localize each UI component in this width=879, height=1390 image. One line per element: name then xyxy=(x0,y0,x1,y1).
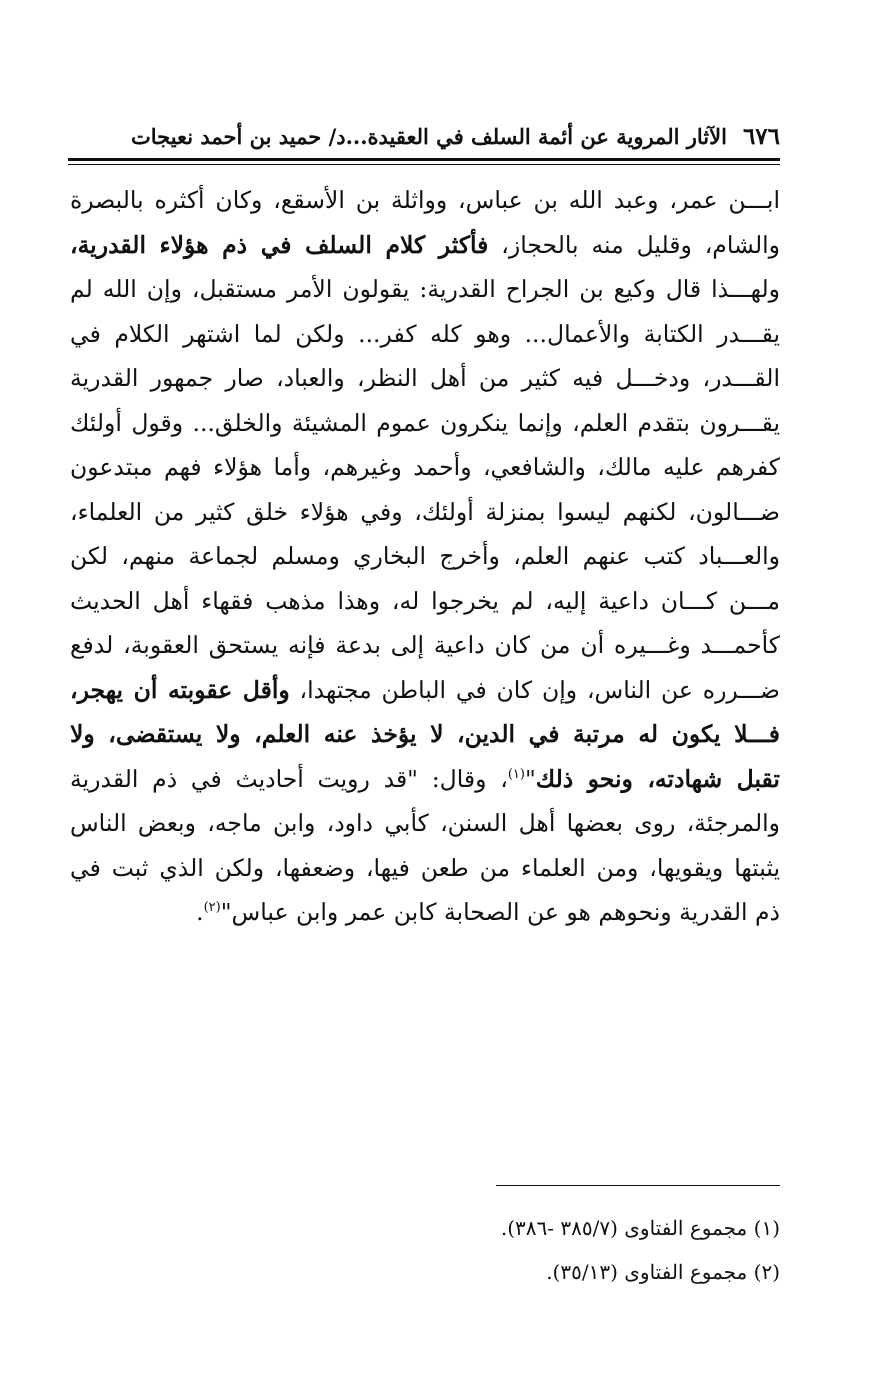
text-run: يقـــرون بتقدم العلم، وإنما ينكرون عموم المشيئة والخلق... وقول أولئك xyxy=(70,408,780,437)
header-rule-thin xyxy=(68,164,780,165)
body-line xyxy=(70,534,780,579)
header-rule-thick xyxy=(68,158,780,161)
body-line xyxy=(70,801,780,846)
body-line xyxy=(70,445,780,490)
body-line xyxy=(70,312,780,357)
text-run: مـــن كـــان داعية إليه، لم يخرجوا له، وهذا مذهب فقهاء أهل الحديث xyxy=(70,586,780,615)
body-line xyxy=(70,579,780,624)
text-run: القـــدر، ودخـــل فيه كثير من أهل النظر، والعباد، صار جمهور القدرية xyxy=(70,364,780,392)
text-run: يثبتها ويقويها، ومن العلماء من طعن فيها، وضعفها، ولكن الذي ثبت في xyxy=(70,853,780,882)
footnote-ref: (٢) xyxy=(203,900,221,916)
body-line xyxy=(70,668,780,713)
text-run: والعـــباد كتب عنهم العلم، وأخرج البخاري ومسلم لجماعة منهم، لكن xyxy=(70,542,780,570)
body-line xyxy=(70,178,780,223)
footnote-ref: (١) xyxy=(507,766,525,782)
text-run: كأحمـــد وغـــيره أن من كان داعية إلى بدعة فإنه يستحق العقوبة، لدفع xyxy=(70,631,780,659)
body-line xyxy=(70,490,780,535)
body-line xyxy=(70,356,780,401)
body-line xyxy=(70,401,780,446)
text-run: ، وقال: "قد رويت أحاديث في ذم القدرية xyxy=(70,764,508,793)
text-run: ضـــرره عن الناس، وإن كان في الباطن مجتهدا، xyxy=(289,675,780,704)
text-run: ضـــالون، لكنهم ليسوا بمنزلة أولئك، وفي هؤلاء خلق كثير من العلماء، xyxy=(70,497,780,526)
text-run: والشام، وقليل منه بالحجاز، xyxy=(488,230,780,259)
text-run: ذم القدرية ونحوهم هو عن الصحابة كابن عمر وابن عباس" xyxy=(220,898,780,926)
text-run: كفرهم عليه مالك، والشافعي، وأحمد وغيرهم، وأما هؤلاء فهم مبتدعون xyxy=(70,453,780,481)
text-run: ولهـــذا قال وكيع بن الجراح القدرية: يقولون الأمر مستقبل، وإن الله لم xyxy=(70,275,780,303)
footnote-2: (٢) مجموع الفتاوى (٣٥/١٣). xyxy=(546,1260,780,1284)
text-run: " xyxy=(524,764,536,793)
bold-text: فأكثر كلام السلف في ذم هؤلاء القدرية، xyxy=(70,230,489,259)
body-line xyxy=(70,846,780,891)
running-header xyxy=(68,116,780,156)
body-line xyxy=(70,890,780,935)
page-number: ٦٧٦ xyxy=(742,122,780,150)
body-line xyxy=(70,267,780,312)
bold-text: وأقل عقوبته أن يهجر، xyxy=(70,675,290,704)
body-line xyxy=(70,712,780,757)
text-run: والمرجئة، روى بعضها أهل السنن، كأبي داود، وابن ماجه، وبعض الناس xyxy=(70,809,780,837)
text-run: ابـــن عمر، وعبد الله بن عباس، وواثلة بن الأسقع، وكان أكثره بالبصرة xyxy=(70,186,780,214)
bold-text: تقبل شهادته، ونحو ذلك xyxy=(535,764,780,793)
footnote-1: (١) مجموع الفتاوى (٣٨٥/٧ -٣٨٦). xyxy=(500,1216,780,1240)
footnotes xyxy=(70,1206,780,1294)
footnote-separator xyxy=(496,1185,780,1186)
body-line xyxy=(70,623,780,668)
body-line xyxy=(70,223,780,268)
bold-text: فـــلا يكون له مرتبة في الدين، لا يؤخذ عنه العلم، ولا يستقضى، ولا xyxy=(70,720,780,748)
running-title: الآثار المروية عن أئمة السلف في العقيدة...د/ حميد بن أحمد نعيجات xyxy=(131,123,727,149)
text-run: يقـــدر الكتابة والأعمال... وهو كله كفر... ولكن لما اشتهر الكلام في xyxy=(70,319,780,348)
body-line xyxy=(70,757,780,802)
body-text xyxy=(70,178,780,935)
text-run: . xyxy=(196,898,204,926)
